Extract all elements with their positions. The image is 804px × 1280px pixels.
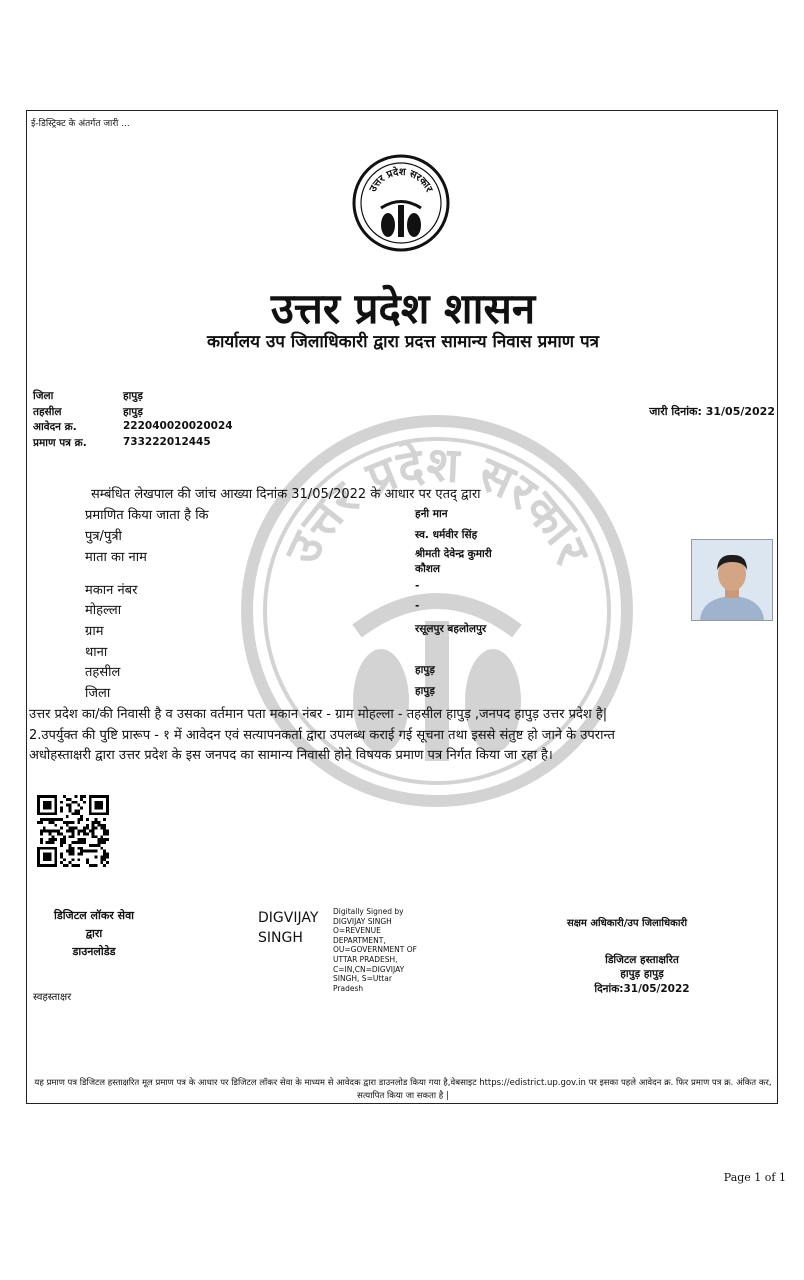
- meta-label-application-no: आवेदन क्र.: [33, 421, 77, 433]
- svg-text:उत्तर प्रदेश सरकार: उत्तर प्रदेश सरकार: [367, 166, 435, 194]
- field-label-police-station: थाना: [85, 645, 108, 660]
- footer-note: यह प्रमाण पत्र डिजिटल हस्ताक्षरित मूल प्रमाण पत्र के आधार पर डिजिटल लॉकर सेवा के माध्यम से आवेदक द्वारा डाउनलोड किया गया है,वेबसाइट https://edistrict.up.gov.in पर इसका पहले आवेदन क्र. फिर प्रमाण पत्र क्र. अंकित कर, सत्यापित किया जा सकता है |: [34, 1078, 772, 1101]
- authority-title: सक्षम अधिकारी/उप जिलाधिकारी: [567, 918, 688, 929]
- signed-date: दिनांक:31/05/2022: [594, 983, 690, 995]
- residence-paragraph: उत्तर प्रदेश का/की निवासी है व उसका वर्तमान पता मकान नंबर - ग्राम मोहल्ला - तहसील हापुड़ ,जनपद हापुड़ उत्तर प्रदेश है|: [29, 707, 608, 722]
- field-value-mother: श्रीमती देवेन्द्र कुमारी: [415, 548, 492, 560]
- digital-signature-details: Digitally Signed by DIGVIJAY SINGH O=REVENUE DEPARTMENT, OU=GOVERNMENT OF UTTAR PRADESH, C=IN,CN=DIGVIJAY SINGH, S=Uttar Pradesh: [333, 907, 417, 993]
- digitally-signed-label: डिजिटल हस्ताक्षरित: [605, 954, 679, 966]
- applicant-photo: [691, 539, 773, 621]
- meta-label-certificate-no: प्रमाण पत्र क्र.: [33, 437, 87, 449]
- document-title: उत्तर प्रदेश शासन: [270, 284, 536, 333]
- field-value-village: रसूलपुर बहलोलपुर: [415, 623, 487, 635]
- meta-label-district: जिला: [33, 390, 54, 402]
- digilocker-line1: डिजिटल लॉकर सेवा: [53, 909, 135, 922]
- field-value-house-no: -: [415, 580, 420, 592]
- certificate-frame: [26, 110, 778, 1104]
- qr-code: [37, 795, 109, 867]
- field-value-name: हनी मान: [415, 508, 448, 520]
- digilocker-line2: द्वारा: [85, 927, 103, 940]
- field-label-parent: पुत्र/पुत्री: [85, 529, 122, 544]
- meta-label-tehsil: तहसील: [33, 406, 62, 418]
- intro-line: सम्बंधित लेखपाल की जांच आख्या दिनांक 31/05/2022 के आधार पर एतद् द्वारा: [91, 487, 481, 502]
- page-number: Page 1 of 1: [723, 1171, 786, 1184]
- field-value-tehsil: हापुड़: [415, 664, 435, 676]
- meta-value-district: हापुड़: [123, 390, 143, 402]
- meta-value-application-no: 222040020020024: [123, 420, 233, 432]
- field-label-village: ग्राम: [85, 624, 104, 639]
- signer-name: DIGVIJAY SINGH: [258, 910, 319, 946]
- issue-date: जारी दिनांक: 31/05/2022: [649, 405, 775, 418]
- digilocker-line3: डाउनलोडेड: [72, 945, 116, 958]
- self-sign-label: स्वहस्ताक्षर: [33, 992, 72, 1003]
- up-govt-emblem: [350, 153, 452, 253]
- field-value-district: हापुड़: [415, 685, 435, 697]
- top-note: ई-डिस्ट्रिक्ट के अंतर्गत जारी ...: [31, 119, 130, 129]
- field-label-house-no: मकान नंबर: [85, 583, 138, 598]
- meta-value-certificate-no: 733222012445: [123, 436, 211, 448]
- signed-place: हापुड़ हापुड़: [620, 968, 664, 980]
- svg-text:उत्तर प्रदेश सरकार: उत्तर प्रदेश सरकार: [274, 436, 601, 573]
- meta-value-tehsil: हापुड़: [123, 406, 143, 418]
- verification-paragraph-line1: 2.उपर्युक्त की पुष्टि प्रारूप - १ में आवेदन एवं सत्यापनकर्ता द्वारा उपलब्ध कराई गई सूचना तथा इससे संतुष्ट हो जाने के उपरान्त: [29, 728, 615, 743]
- document-subtitle: कार्यालय उप जिलाधिकारी द्वारा प्रदत्त सामान्य निवास प्रमाण पत्र: [206, 332, 600, 352]
- field-label-locality: मोहल्ला: [85, 603, 122, 618]
- field-value-mother-line2: कौशल: [415, 563, 441, 575]
- field-label-mother: माता का नाम: [85, 550, 147, 565]
- verification-paragraph-line2: अधोहस्ताक्षरी द्वारा उत्तर प्रदेश के इस जनपद का सामान्य निवासी होने विषयक प्रमाण पत्र निर्गत किया जा रहा है।: [29, 748, 553, 763]
- field-value-locality: -: [415, 600, 420, 612]
- field-label-tehsil: तहसील: [85, 665, 121, 680]
- field-label-certified: प्रमाणित किया जाता है कि: [85, 508, 209, 523]
- field-label-district: जिला: [85, 686, 111, 701]
- field-value-parent: स्व. धर्मवीर सिंह: [415, 529, 478, 541]
